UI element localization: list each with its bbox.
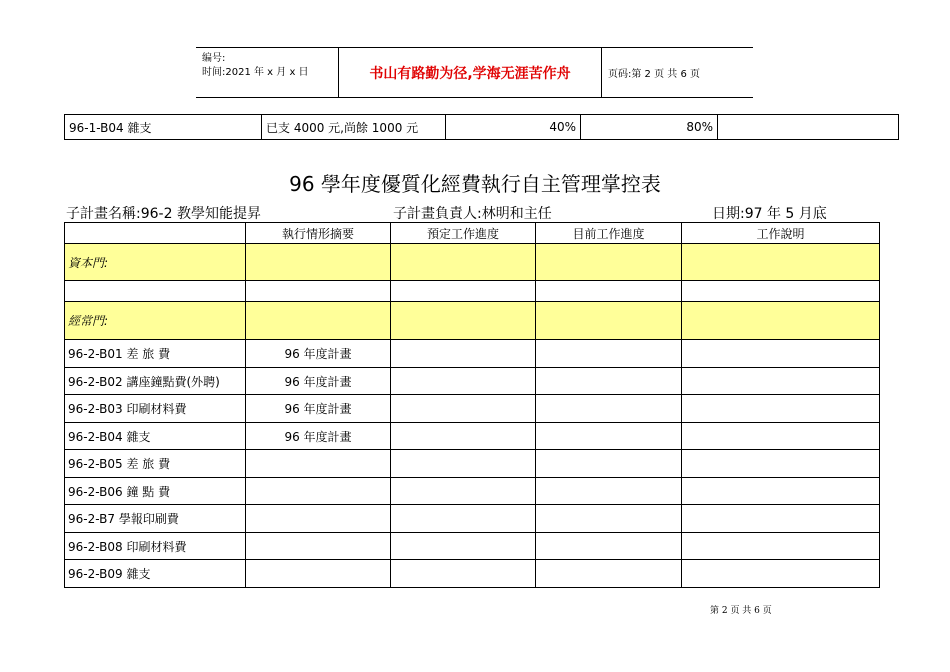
table-row	[65, 395, 880, 423]
item-cell: 96-2-B03 印刷材料費	[65, 395, 246, 423]
regular-label: 經常門:	[65, 302, 246, 340]
table-header-row	[65, 223, 880, 244]
row-summary: 已支 4000 元,尚餘 1000 元	[262, 115, 446, 139]
report-date: 日期:97 年 5 月底	[712, 206, 827, 222]
header-page-info: 页码:第 2 页 共 6 页	[608, 69, 700, 80]
page-footer: 第 2 页 共 6 页	[710, 606, 772, 616]
table-row	[65, 340, 880, 368]
table-row	[65, 450, 880, 478]
blank-row	[65, 281, 880, 302]
item-cell: 96-2-B7 學報印刷費	[65, 505, 246, 533]
summary-cell	[246, 478, 391, 505]
item-cell: 96-2-B09 雜支	[65, 560, 246, 588]
table-row	[65, 368, 880, 395]
capital-section-row	[65, 244, 880, 281]
regular-section-row	[65, 302, 880, 340]
item-cell: 96-2-B05 差 旅 費	[65, 450, 246, 478]
item-cell: 96-2-B04 雜支	[65, 423, 246, 450]
item-cell: 96-2-B02 講座鐘點費(外聘)	[65, 368, 246, 395]
header-meta	[196, 48, 339, 97]
plan-name: 子計畫名稱:96-2 教學知能提昇	[66, 206, 261, 222]
summary-cell	[246, 505, 391, 533]
table-row	[65, 478, 880, 505]
page-header	[196, 47, 753, 98]
table-row	[65, 533, 880, 560]
responsible-person: 子計畫負責人:林明和主任	[393, 206, 552, 222]
control-table	[64, 222, 880, 588]
time-label: 时间:2021 年 x 月 x 日	[202, 67, 309, 78]
summary-cell	[246, 450, 391, 478]
row-item: 96-1-B04 雜支	[65, 115, 262, 139]
item-cell: 96-2-B08 印刷材料費	[65, 533, 246, 560]
header-cell: 目前工作進度	[536, 223, 682, 244]
header-slogan: 书山有路勤为径,学海无涯苦作舟	[339, 48, 602, 97]
summary-cell	[246, 560, 391, 588]
summary-cell	[246, 533, 391, 560]
item-cell: 96-2-B06 鐘 點 費	[65, 478, 246, 505]
summary-cell: 96 年度計畫	[246, 368, 391, 395]
summary-cell: 96 年度計畫	[246, 340, 391, 368]
table-row	[65, 505, 880, 533]
row-planned: 40%	[446, 115, 581, 139]
table-row	[65, 560, 880, 588]
code-label: 编号:	[202, 53, 226, 64]
summary-cell: 96 年度計畫	[246, 395, 391, 423]
header-cell	[65, 223, 246, 244]
previous-table-row	[64, 114, 899, 140]
page-title: 96 學年度優質化經費執行自主管理掌控表	[289, 172, 661, 196]
table-row	[65, 423, 880, 450]
header-cell: 預定工作進度	[391, 223, 536, 244]
item-cell: 96-2-B01 差 旅 費	[65, 340, 246, 368]
summary-cell: 96 年度計畫	[246, 423, 391, 450]
header-cell: 執行情形摘要	[246, 223, 391, 244]
header-cell: 工作說明	[682, 223, 880, 244]
capital-label: 資本門:	[65, 244, 246, 281]
row-current: 80%	[581, 115, 718, 139]
row-note	[718, 115, 898, 139]
